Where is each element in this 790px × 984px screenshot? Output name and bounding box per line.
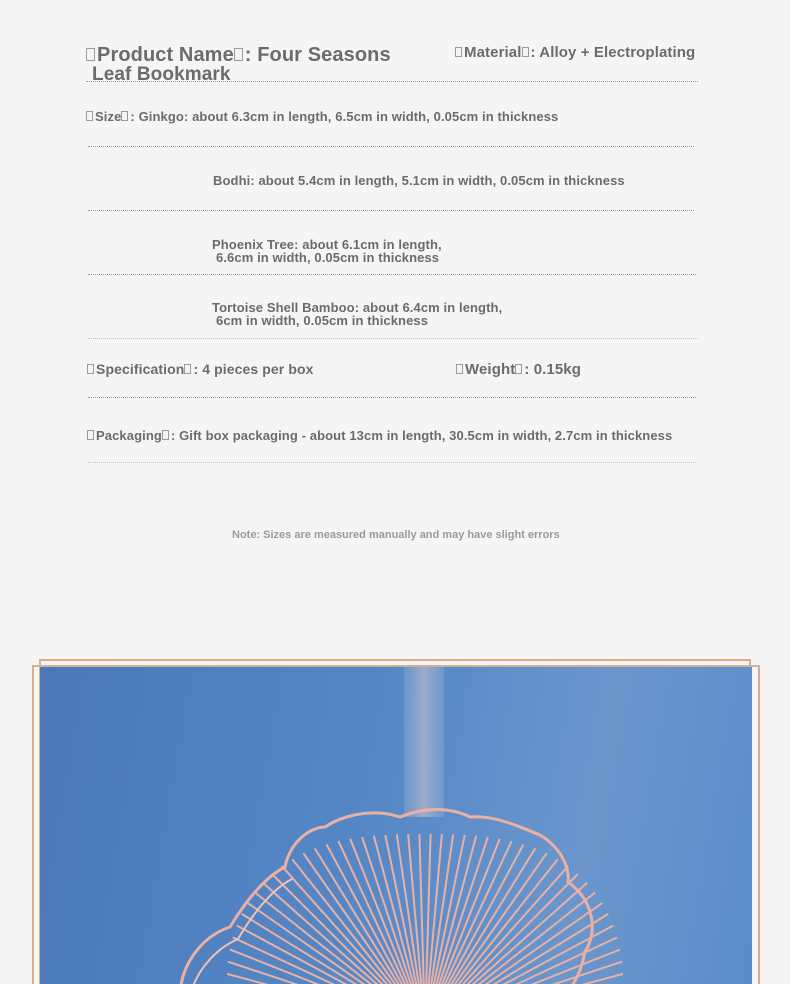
bracket-icon — [121, 111, 128, 121]
material-label: Material — [464, 44, 522, 61]
size-tortoise-line2 — [216, 314, 428, 327]
product-name — [86, 45, 391, 65]
product-name-separator: : — [244, 44, 258, 66]
product-name-line2 — [92, 65, 231, 85]
bracket-icon — [184, 364, 191, 374]
divider — [86, 81, 698, 82]
bracket-icon — [455, 47, 462, 57]
bracket-icon — [87, 430, 94, 440]
size-ginkgo — [86, 110, 558, 124]
leaf-vein — [452, 866, 569, 984]
product-name-label: Product Name — [97, 44, 234, 66]
product-photo — [40, 667, 752, 984]
divider — [88, 462, 696, 463]
divider — [88, 274, 696, 275]
size-ginkgo-value: : Ginkgo: about 6.3cm in length, 6.5cm in width, 0.05cm in thickness — [130, 109, 559, 124]
weight-label: Weight — [465, 361, 516, 378]
bracket-icon — [86, 48, 95, 61]
specification — [87, 362, 314, 377]
material-value: : Alloy + Electroplating — [530, 44, 696, 61]
divider — [88, 338, 698, 339]
ginkgo-leaf-bookmark-icon — [40, 667, 752, 984]
size-label: Size — [95, 109, 122, 124]
specification-value: : 4 pieces per box — [193, 361, 314, 377]
packaging — [87, 429, 672, 443]
size-bodhi — [213, 174, 625, 188]
bracket-icon — [456, 364, 463, 374]
packaging-label: Packaging — [96, 428, 162, 443]
measurement-note-text: Note: Sizes are measured manually and may have slight errors — [232, 529, 560, 541]
size-phoenix-value: Phoenix Tree: about 6.1cm in length, — [212, 237, 442, 252]
specification-label: Specification — [96, 361, 185, 377]
size-phoenix-value-line2: 6.6cm in width, 0.05cm in thickness — [216, 250, 440, 265]
bracket-icon — [86, 111, 93, 121]
weight-value: : 0.15kg — [524, 361, 581, 378]
measurement-note — [232, 529, 560, 541]
divider — [88, 146, 694, 147]
bracket-icon — [515, 364, 522, 374]
product-name-value: Four Seasons — [257, 44, 391, 66]
material — [455, 45, 695, 61]
leaf-vein — [282, 866, 399, 984]
bracket-icon — [87, 364, 94, 374]
weight — [456, 362, 581, 378]
size-bodhi-value: Bodhi: about 5.4cm in length, 5.1cm in width, 0.05cm in thickness — [213, 173, 625, 188]
size-phoenix-line2 — [216, 251, 439, 264]
packaging-value: : Gift box packaging - about 13cm in length, 30.5cm in width, 2.7cm in thickness — [170, 428, 673, 443]
bracket-icon — [234, 48, 243, 61]
product-name-value-line2: Leaf Bookmark — [92, 64, 231, 85]
bracket-icon — [162, 430, 169, 440]
size-tortoise-value-line2: 6cm in width, 0.05cm in thickness — [216, 313, 429, 328]
bracket-icon — [522, 47, 529, 57]
divider — [88, 210, 694, 211]
size-tortoise-value: Tortoise Shell Bamboo: about 6.4cm in length, — [212, 300, 503, 315]
divider — [88, 397, 696, 398]
